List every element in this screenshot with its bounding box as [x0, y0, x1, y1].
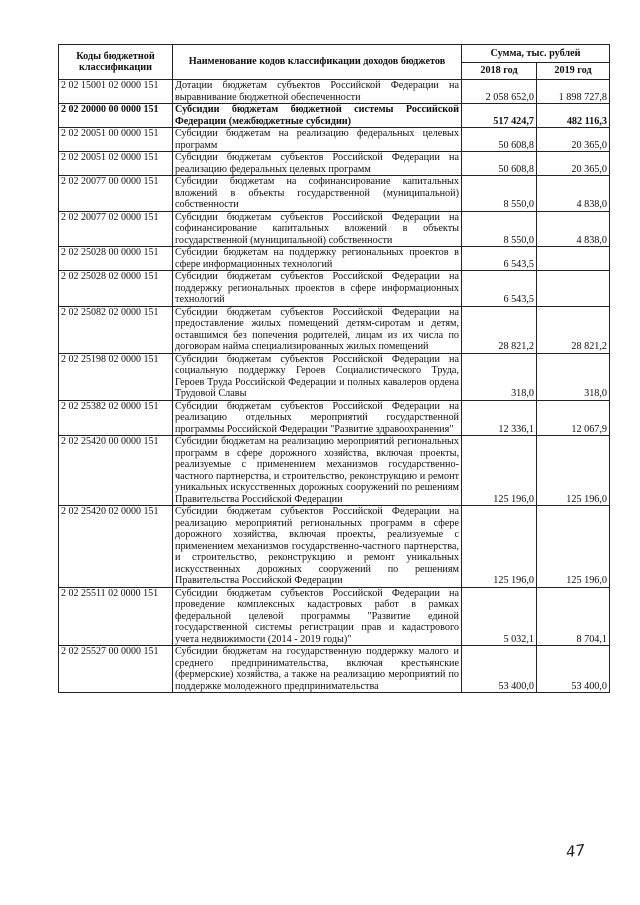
row-name: Субсидии бюджетам на государственную поддержку малого и среднего предпринимательства, включая крестьянские (фермерские) хозяйства, а также на реализацию мероприятий по поддержке молодежного предпринимательства	[173, 646, 462, 693]
budget-table-page	[58, 44, 609, 693]
row-code: 2 02 25028 00 0000 151	[59, 247, 173, 271]
row-code: 2 02 20051 02 0000 151	[59, 152, 173, 176]
row-sum-2018: 28 821,2	[462, 306, 537, 353]
header-code: Коды бюджетной классификации	[59, 45, 173, 80]
row-name: Субсидии бюджетам субъектов Российской Федерации на проведение комплексных кадастровых работ в рамках федеральной целевой программы "Развитие единой государственной системы регистрации прав и кадастрового учета недвижимости (2014 - 2019 годы)"	[173, 587, 462, 646]
row-name: Субсидии бюджетам бюджетной системы Российской Федерации (межбюджетные субсидии)	[173, 104, 462, 128]
row-sum-2019: 125 196,0	[537, 506, 610, 588]
table-row	[59, 436, 610, 506]
table-row	[59, 271, 610, 307]
row-sum-2018: 50 608,8	[462, 128, 537, 152]
table-row	[59, 400, 610, 436]
table-row	[59, 506, 610, 588]
table-row	[59, 353, 610, 400]
row-name: Субсидии бюджетам субъектов Российской Федерации на поддержку региональных проектов в сфере информационных технологий	[173, 271, 462, 307]
row-code: 2 02 25420 02 0000 151	[59, 506, 173, 588]
table-row	[59, 587, 610, 646]
row-sum-2019: 4 838,0	[537, 211, 610, 247]
row-name: Субсидии бюджетам субъектов Российской Федерации на реализацию федеральных целевых программ	[173, 152, 462, 176]
row-sum-2018: 6 543,5	[462, 247, 537, 271]
row-sum-2018: 53 400,0	[462, 646, 537, 693]
header-name: Наименование кодов классификации доходов бюджетов	[173, 45, 462, 80]
table-row	[59, 104, 610, 128]
row-sum-2019: 28 821,2	[537, 306, 610, 353]
row-name: Субсидии бюджетам на реализацию федеральных целевых программ	[173, 128, 462, 152]
table-row	[59, 128, 610, 152]
row-code: 2 02 20077 00 0000 151	[59, 176, 173, 212]
row-name: Субсидии бюджетам субъектов Российской Федерации на предоставление жилых помещений детям-сиротам и детям, оставшимся без попечения родителей, лицам из их числа по договорам найма специализированных жилых помещений	[173, 306, 462, 353]
row-code: 2 02 25527 00 0000 151	[59, 646, 173, 693]
row-sum-2018: 8 550,0	[462, 176, 537, 212]
row-sum-2019: 8 704,1	[537, 587, 610, 646]
row-code: 2 02 25082 02 0000 151	[59, 306, 173, 353]
row-sum-2018: 2 058 652,0	[462, 80, 537, 104]
row-name: Субсидии бюджетам субъектов Российской Федерации на реализацию мероприятий региональных программ в сфере дорожного хозяйства, включая проекты, реализуемые с применением механизмов государственно-частного партнерства, и строительство, реконструкцию и ремонт уникальных искусственных дорожных сооружений по решениям Правительства Российской Федерации	[173, 506, 462, 588]
table-row	[59, 247, 610, 271]
row-sum-2019	[537, 271, 610, 307]
header-year-2018: 2018 год	[462, 62, 537, 80]
table-header	[59, 45, 610, 80]
row-sum-2018: 318,0	[462, 353, 537, 400]
row-name: Субсидии бюджетам на софинансирование капитальных вложений в объекты государственной (муниципальной) собственности	[173, 176, 462, 212]
row-name: Субсидии бюджетам субъектов Российской Федерации на реализацию отдельных мероприятий государственной программы Российской Федерации "Развитие здравоохранения"	[173, 400, 462, 436]
row-sum-2019: 4 838,0	[537, 176, 610, 212]
row-code: 2 02 25382 02 0000 151	[59, 400, 173, 436]
table-row	[59, 306, 610, 353]
table-row	[59, 211, 610, 247]
row-sum-2018: 517 424,7	[462, 104, 537, 128]
row-sum-2018: 12 336,1	[462, 400, 537, 436]
row-sum-2018: 125 196,0	[462, 436, 537, 506]
row-sum-2019: 12 067,9	[537, 400, 610, 436]
row-sum-2019	[537, 247, 610, 271]
row-sum-2018: 5 032,1	[462, 587, 537, 646]
row-sum-2019: 20 365,0	[537, 128, 610, 152]
row-name: Субсидии бюджетам субъектов Российской Федерации на софинансирование капитальных вложений в объекты государственной (муниципальной) собственности	[173, 211, 462, 247]
row-sum-2019: 318,0	[537, 353, 610, 400]
row-code: 2 02 20051 00 0000 151	[59, 128, 173, 152]
row-sum-2019: 53 400,0	[537, 646, 610, 693]
row-code: 2 02 25420 00 0000 151	[59, 436, 173, 506]
table-row	[59, 80, 610, 104]
table-body	[59, 80, 610, 693]
row-sum-2018: 50 608,8	[462, 152, 537, 176]
row-code: 2 02 25028 02 0000 151	[59, 271, 173, 307]
row-code: 2 02 15001 02 0000 151	[59, 80, 173, 104]
row-name: Дотации бюджетам субъектов Российской Федерации на выравнивание бюджетной обеспеченности	[173, 80, 462, 104]
row-name: Субсидии бюджетам на поддержку региональных проектов в сфере информационных технологий	[173, 247, 462, 271]
page-number: 47	[564, 840, 587, 862]
row-code: 2 02 20000 00 0000 151	[59, 104, 173, 128]
row-sum-2019: 125 196,0	[537, 436, 610, 506]
row-sum-2018: 125 196,0	[462, 506, 537, 588]
budget-revenue-table	[58, 44, 610, 693]
row-sum-2019: 20 365,0	[537, 152, 610, 176]
row-sum-2018: 6 543,5	[462, 271, 537, 307]
row-sum-2019: 482 116,3	[537, 104, 610, 128]
row-code: 2 02 20077 02 0000 151	[59, 211, 173, 247]
table-row	[59, 176, 610, 212]
header-sum: Сумма, тыс. рублей	[462, 45, 610, 63]
row-sum-2019: 1 898 727,8	[537, 80, 610, 104]
row-sum-2018: 8 550,0	[462, 211, 537, 247]
row-code: 2 02 25198 02 0000 151	[59, 353, 173, 400]
row-name: Субсидии бюджетам субъектов Российской Федерации на социальную поддержку Героев Социалистического Труда, Героев Труда Российской Федерации и полных кавалеров ордена Трудовой Славы	[173, 353, 462, 400]
table-row	[59, 646, 610, 693]
header-year-2019: 2019 год	[537, 62, 610, 80]
table-row	[59, 152, 610, 176]
row-name: Субсидии бюджетам на реализацию мероприятий региональных программ в сфере дорожного хозяйства, включая проекты, реализуемые с применением механизмов государственно-частного партнерства, и строительство, реконструкцию и ремонт уникальных искусственных дорожных сооружений по решениям Правительства Российской Федерации	[173, 436, 462, 506]
row-code: 2 02 25511 02 0000 151	[59, 587, 173, 646]
